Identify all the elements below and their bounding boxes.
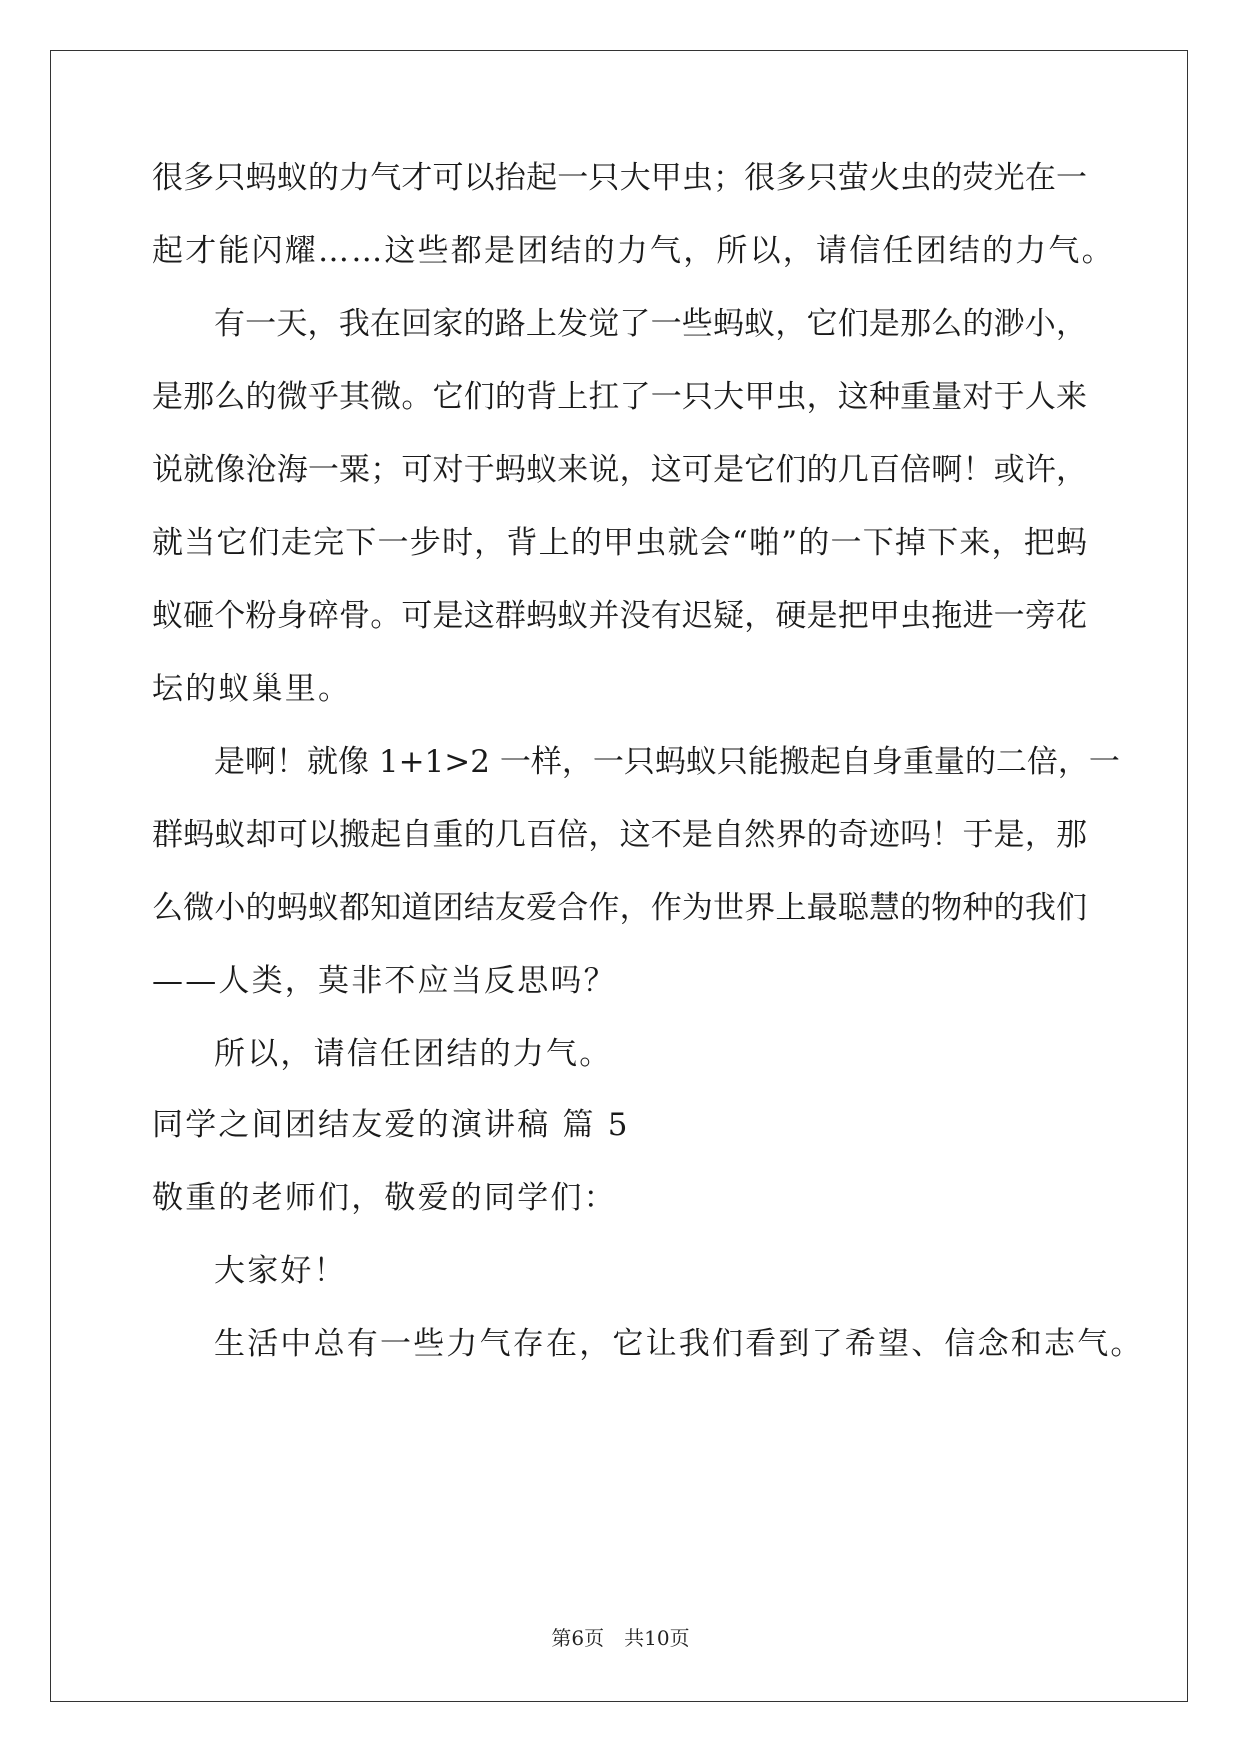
paragraph-line: 有一天，我在回家的路上发觉了一些蚂蚁，它们是那么的渺小， — [214, 306, 1087, 342]
paragraph-line: 群蚂蚁却可以搬起自重的几百倍，这不是自然界的奇迹吗！于是，那 — [152, 817, 1087, 853]
paragraph-line: 蚁砸个粉身碎骨。可是这群蚂蚁并没有迟疑，硬是把甲虫拖进一旁花 — [152, 598, 1087, 634]
paragraph-line: ——人类，莫非不应当反思吗？ — [152, 963, 617, 999]
paragraph-line: 是啊！就像 1+1>2 一样，一只蚂蚁只能搬起自身重量的二倍，一 — [214, 744, 1120, 780]
salutation: 敬重的老师们，敬爱的同学们： — [152, 1180, 617, 1216]
page-border — [50, 50, 1188, 1702]
page-number-footer: 第6页 共10页 — [551, 1626, 690, 1650]
paragraph-line: 坛的蚁巢里。 — [152, 671, 352, 707]
paragraph-line: 很多只蚂蚁的力气才可以抬起一只大甲虫；很多只萤火虫的荧光在一 — [152, 160, 1087, 196]
section-heading: 同学之间团结友爱的演讲稿 篇 5 — [152, 1107, 630, 1143]
paragraph-line: 所以，请信任团结的力气。 — [214, 1036, 613, 1072]
paragraph-line: 是那么的微乎其微。它们的背上扛了一只大甲虫，这种重量对于人来 — [152, 379, 1087, 415]
paragraph-line: 么微小的蚂蚁都知道团结友爱合作，作为世界上最聪慧的物种的我们 — [152, 890, 1087, 926]
paragraph-line: 起才能闪耀……这些都是团结的力气，所以，请信任团结的力气。 — [152, 233, 1115, 269]
greeting: 大家好！ — [214, 1253, 347, 1289]
paragraph-line: 说就像沧海一粟；可对于蚂蚁来说，这可是它们的几百倍啊！或许， — [152, 452, 1087, 488]
paragraph-line: 就当它们走完下一步时，背上的甲虫就会“啪”的一下掉下来，把蚂 — [152, 525, 1087, 561]
paragraph-line: 生活中总有一些力气存在，它让我们看到了希望、信念和志气。 — [214, 1326, 1144, 1362]
